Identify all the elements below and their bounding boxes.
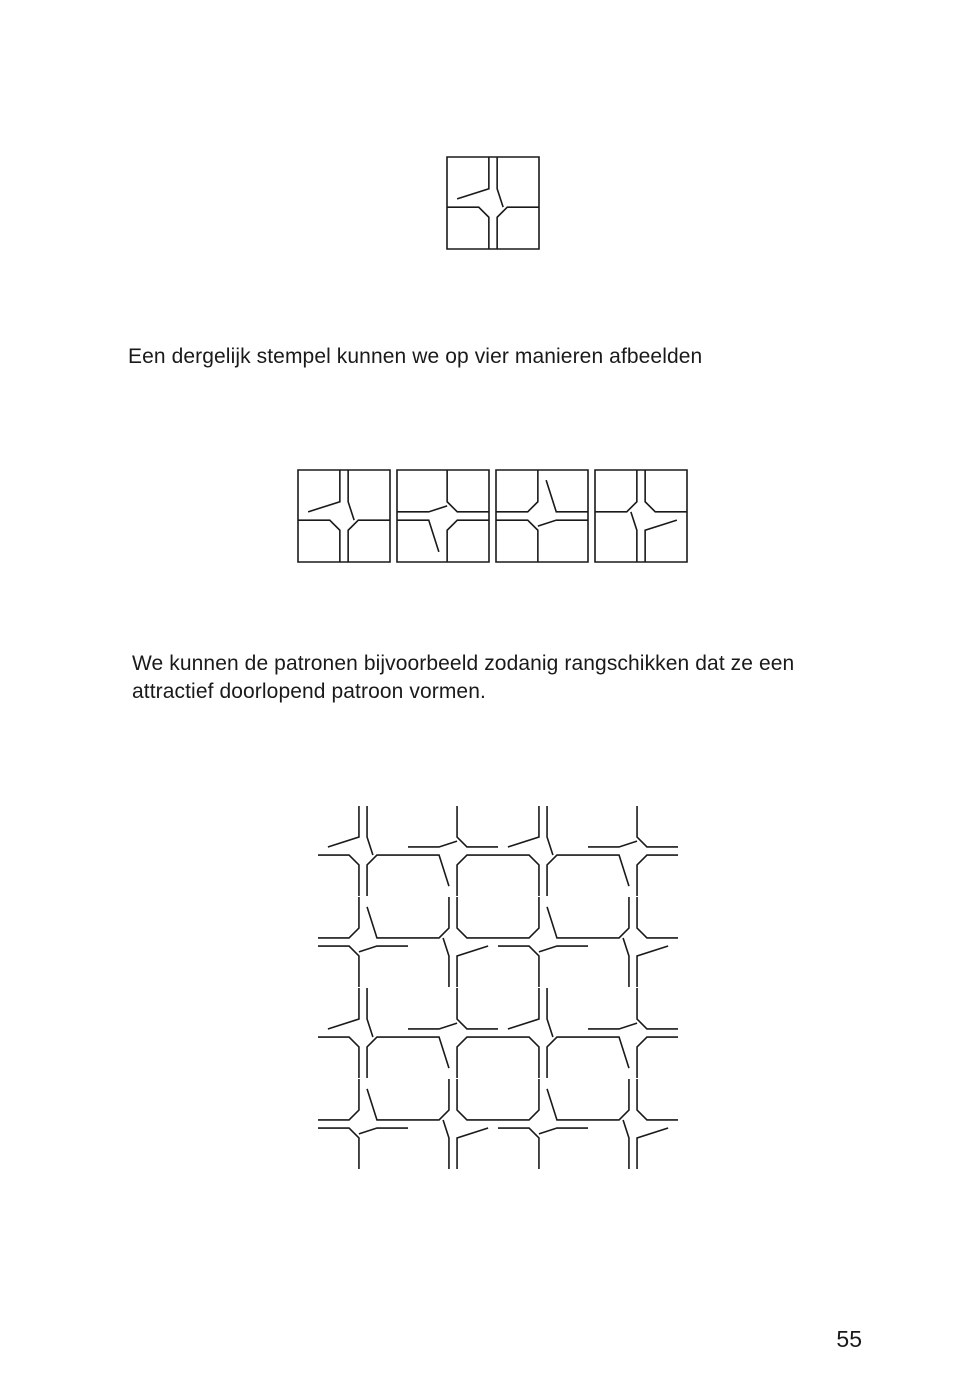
stamp-line-3: [498, 1037, 539, 1078]
caption-pattern-line-1: We kunnen de patronen bijvoorbeeld zodanig rangschikken dat ze een: [132, 652, 795, 675]
stamp-line-1: [457, 946, 488, 987]
stamp-line-4: [637, 806, 678, 847]
stamp-line-3: [457, 855, 498, 896]
stamp-line-2: [359, 946, 408, 952]
stamp-line-1: [408, 855, 449, 886]
stamp-line-3: [498, 1079, 539, 1120]
stamp-line-3: [447, 520, 489, 562]
stamp-line-2: [588, 1023, 637, 1029]
pattern-tile-r4-c2: [408, 1079, 498, 1169]
stamp-line-2: [631, 512, 637, 562]
stamp-border: [397, 470, 489, 562]
stamp-line-4: [497, 207, 539, 249]
stamp-line-4: [447, 470, 489, 512]
stamp-line-3: [318, 1037, 359, 1078]
pattern-tile-r1-c1: [318, 806, 408, 896]
stamp-line-1: [546, 480, 588, 512]
stamp-line-4: [496, 520, 538, 562]
stamp-line-3: [496, 470, 538, 512]
stamp-line-4: [498, 1128, 539, 1169]
stamp-line-2: [408, 841, 457, 847]
stamp-tile: [447, 157, 539, 249]
stamp-line-3: [318, 1079, 359, 1120]
page-number: 55: [836, 1326, 862, 1352]
stamp-border: [298, 470, 390, 562]
stamp-line-4: [547, 855, 588, 896]
stamp-border: [447, 157, 539, 249]
tiled-pattern-figure: [318, 806, 678, 1170]
pattern-tile-r3-c3: [498, 988, 588, 1078]
stamp-line-2: [367, 806, 373, 855]
stamp-line-2: [547, 988, 553, 1037]
pattern-tile-r2-c1: [318, 897, 408, 987]
stamp-line-3: [457, 1037, 498, 1078]
stamp-line-3: [637, 897, 678, 938]
stamp-line-2: [539, 946, 588, 952]
stamp-line-4: [367, 855, 408, 896]
stamp-line-3: [637, 1037, 678, 1078]
stamp-line-1: [588, 1037, 629, 1068]
stamp-line-1: [457, 1128, 488, 1169]
stamp-line-1: [457, 157, 489, 199]
stamp-line-4: [595, 470, 637, 512]
stamp-line-1: [588, 855, 629, 886]
stamp-border: [496, 470, 588, 562]
stamp-line-2: [547, 806, 553, 855]
stamp-line-2: [443, 938, 449, 987]
caption-pattern-line-2: attractief doorlopend patroon vormen.: [132, 680, 486, 703]
pattern-tile-r2-c3: [498, 897, 588, 987]
pattern-tile-r1-c3: [498, 806, 588, 896]
single-stamp-figure: [446, 156, 540, 250]
stamp-line-3: [318, 855, 359, 896]
stamp-line-1: [547, 907, 588, 938]
orientation-tile-1: [298, 470, 390, 562]
stamp-line-4: [408, 897, 449, 938]
stamp-line-3: [637, 855, 678, 896]
stamp-line-1: [508, 806, 539, 847]
stamp-line-2: [497, 157, 503, 207]
pattern-tile-r3-c4: [588, 988, 678, 1078]
stamp-line-3: [457, 1079, 498, 1120]
orientation-tile-3: [496, 470, 588, 562]
stamp-border: [595, 470, 687, 562]
stamp-line-2: [623, 1120, 629, 1169]
stamp-line-4: [588, 1079, 629, 1120]
stamp-line-4: [367, 1037, 408, 1078]
pattern-tile-r3-c2: [408, 988, 498, 1078]
stamp-line-2: [623, 938, 629, 987]
stamp-line-3: [447, 207, 489, 249]
stamp-line-4: [588, 897, 629, 938]
stamp-line-1: [328, 806, 359, 847]
pattern-tile-r1-c2: [408, 806, 498, 896]
stamp-line-1: [508, 988, 539, 1029]
pattern-tile-r4-c1: [318, 1079, 408, 1169]
stamp-line-1: [367, 1089, 408, 1120]
pattern-tile-r2-c4: [588, 897, 678, 987]
four-orientations-figure: [296, 468, 692, 564]
stamp-line-2: [539, 1128, 588, 1134]
stamp-line-2: [443, 1120, 449, 1169]
pattern-tile-r2-c2: [408, 897, 498, 987]
pattern-tile-r1-c4: [588, 806, 678, 896]
stamp-line-3: [318, 897, 359, 938]
stamp-line-2: [588, 841, 637, 847]
caption-intro: Een dergelijk stempel kunnen we op vier manieren afbeelden: [128, 345, 703, 368]
caption-pattern: [132, 650, 892, 706]
stamp-line-2: [359, 1128, 408, 1134]
orientation-tile-2: [397, 470, 489, 562]
stamp-line-4: [408, 1079, 449, 1120]
pattern-tile-r4-c3: [498, 1079, 588, 1169]
stamp-line-1: [408, 1037, 449, 1068]
stamp-line-4: [318, 946, 359, 987]
stamp-line-2: [348, 470, 354, 520]
stamp-line-4: [547, 1037, 588, 1078]
stamp-line-3: [637, 1079, 678, 1120]
stamp-line-4: [637, 988, 678, 1029]
stamp-line-4: [457, 806, 498, 847]
stamp-line-2: [538, 520, 588, 526]
stamp-line-3: [298, 520, 340, 562]
stamp-line-1: [645, 520, 677, 562]
stamp-line-2: [408, 1023, 457, 1029]
stamp-line-3: [498, 855, 539, 896]
stamp-line-1: [367, 907, 408, 938]
stamp-line-1: [397, 520, 439, 552]
stamp-line-4: [348, 520, 390, 562]
stamp-line-1: [328, 988, 359, 1029]
stamp-line-1: [637, 946, 668, 987]
stamp-line-2: [397, 506, 447, 512]
stamp-line-3: [645, 470, 687, 512]
stamp-line-4: [457, 988, 498, 1029]
stamp-line-4: [318, 1128, 359, 1169]
stamp-line-4: [498, 946, 539, 987]
stamp-line-2: [367, 988, 373, 1037]
stamp-line-3: [498, 897, 539, 938]
orientation-tile-4: [595, 470, 687, 562]
stamp-line-1: [637, 1128, 668, 1169]
stamp-line-1: [308, 470, 340, 512]
pattern-tile-r4-c4: [588, 1079, 678, 1169]
stamp-line-3: [457, 897, 498, 938]
pattern-tile-r3-c1: [318, 988, 408, 1078]
stamp-line-1: [547, 1089, 588, 1120]
